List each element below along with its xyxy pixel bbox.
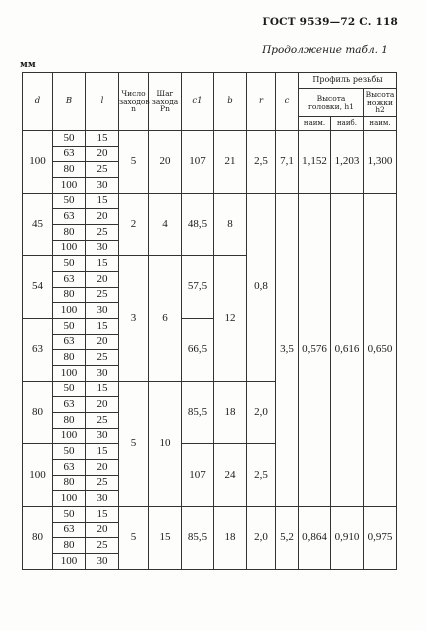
- col-lead: Шаг захода Pn: [149, 73, 182, 131]
- cell-l: 30: [86, 491, 119, 507]
- thread-parameters-table: [22, 72, 397, 570]
- cell-n: 5: [119, 131, 149, 194]
- cell-b-merged: 12: [214, 256, 247, 381]
- cell-pn-merged: 6: [149, 256, 182, 381]
- cell-B: 80: [53, 538, 86, 554]
- cell-pn: 4: [149, 193, 182, 256]
- cell-l: 20: [86, 209, 119, 225]
- cell-h1-max-merged: 0,616: [331, 193, 364, 506]
- cell-l: 15: [86, 131, 119, 147]
- cell-l: 15: [86, 319, 119, 335]
- cell-l: 25: [86, 225, 119, 241]
- col-starts: Число заходов n: [119, 73, 149, 131]
- cell-n-merged: 5: [119, 381, 149, 506]
- cell-b: 8: [214, 193, 247, 256]
- continuation-caption: Продолжение табл. 1: [262, 44, 388, 56]
- cell-c: 5,2: [276, 507, 299, 570]
- cell-h1-min: 0,864: [299, 507, 331, 570]
- cell-l: 15: [86, 193, 119, 209]
- cell-B: 63: [53, 209, 86, 225]
- cell-d: 100: [23, 131, 53, 194]
- unit-label: мм: [20, 60, 36, 70]
- col-c: c: [276, 73, 299, 131]
- cell-B: 100: [53, 178, 86, 194]
- cell-l: 30: [86, 428, 119, 444]
- cell-h1-max: 0,910: [331, 507, 364, 570]
- cell-n-merged: 3: [119, 256, 149, 381]
- cell-B: 63: [53, 146, 86, 162]
- cell-c1: 66,5: [182, 319, 214, 382]
- col-b: b: [214, 73, 247, 131]
- cell-B: 63: [53, 397, 86, 413]
- cell-l: 20: [86, 522, 119, 538]
- cell-b: 21: [214, 131, 247, 194]
- cell-d: 63: [23, 319, 53, 382]
- cell-l: 25: [86, 162, 119, 178]
- col-h1-min: наим.: [299, 117, 331, 131]
- col-d: d: [23, 73, 53, 131]
- cell-l: 30: [86, 178, 119, 194]
- cell-l: 25: [86, 538, 119, 554]
- cell-n: 5: [119, 507, 149, 570]
- cell-l: 30: [86, 366, 119, 382]
- cell-B: 80: [53, 162, 86, 178]
- cell-l: 20: [86, 397, 119, 413]
- cell-b: 18: [214, 381, 247, 444]
- cell-r: 2,5: [247, 131, 276, 194]
- cell-B: 100: [53, 303, 86, 319]
- cell-n: 2: [119, 193, 149, 256]
- cell-h2: 1,300: [364, 131, 397, 194]
- cell-pn-merged: 10: [149, 381, 182, 506]
- col-c1: c1: [182, 73, 214, 131]
- cell-B: 63: [53, 460, 86, 476]
- cell-b: 24: [214, 444, 247, 507]
- col-l: l: [86, 73, 119, 131]
- cell-B: 80: [53, 287, 86, 303]
- cell-d: 54: [23, 256, 53, 319]
- cell-B: 63: [53, 272, 86, 288]
- cell-l: 15: [86, 381, 119, 397]
- cell-h1-min: 1,152: [299, 131, 331, 194]
- cell-B: 63: [53, 334, 86, 350]
- col-h2-min: наим.: [364, 117, 397, 131]
- cell-l: 15: [86, 507, 119, 523]
- cell-r: 2,5: [247, 444, 276, 507]
- col-head-height: Высота головки, h1: [299, 89, 364, 117]
- cell-B: 50: [53, 256, 86, 272]
- cell-c1: 48,5: [182, 193, 214, 256]
- col-thread-profile: Профиль резьбы: [299, 73, 397, 89]
- cell-l: 30: [86, 303, 119, 319]
- cell-B: 50: [53, 444, 86, 460]
- cell-B: 100: [53, 491, 86, 507]
- cell-b: 18: [214, 507, 247, 570]
- cell-B: 50: [53, 193, 86, 209]
- cell-B: 50: [53, 507, 86, 523]
- cell-c1: 107: [182, 444, 214, 507]
- cell-l: 15: [86, 444, 119, 460]
- cell-B: 100: [53, 554, 86, 570]
- cell-r: 2,0: [247, 507, 276, 570]
- cell-l: 25: [86, 287, 119, 303]
- cell-B: 80: [53, 350, 86, 366]
- cell-B: 80: [53, 413, 86, 429]
- col-B: B: [53, 73, 86, 131]
- cell-d: 80: [23, 381, 53, 444]
- cell-l: 20: [86, 460, 119, 476]
- cell-B: 100: [53, 366, 86, 382]
- cell-l: 30: [86, 554, 119, 570]
- cell-h1-max: 1,203: [331, 131, 364, 194]
- cell-B: 100: [53, 240, 86, 256]
- cell-l: 25: [86, 350, 119, 366]
- cell-B: 50: [53, 381, 86, 397]
- cell-c1: 57,5: [182, 256, 214, 319]
- cell-pn: 15: [149, 507, 182, 570]
- cell-c-merged: 3,5: [276, 193, 299, 506]
- cell-d: 80: [23, 507, 53, 570]
- col-h1-max: наиб.: [331, 117, 364, 131]
- cell-h2: 0,975: [364, 507, 397, 570]
- cell-d: 45: [23, 193, 53, 256]
- page-header: ГОСТ 9539—72 С. 118: [262, 16, 398, 28]
- cell-l: 30: [86, 240, 119, 256]
- cell-B: 50: [53, 131, 86, 147]
- cell-B: 63: [53, 522, 86, 538]
- cell-h1-min-merged: 0,576: [299, 193, 331, 506]
- cell-d: 100: [23, 444, 53, 507]
- cell-c1: 85,5: [182, 507, 214, 570]
- cell-l: 25: [86, 475, 119, 491]
- col-root-height: Высота ножки h2: [364, 89, 397, 117]
- cell-c1: 107: [182, 131, 214, 194]
- cell-B: 50: [53, 319, 86, 335]
- cell-l: 20: [86, 334, 119, 350]
- cell-c1: 85,5: [182, 381, 214, 444]
- cell-B: 80: [53, 475, 86, 491]
- cell-pn: 20: [149, 131, 182, 194]
- cell-h2-merged: 0,650: [364, 193, 397, 506]
- col-r: r: [247, 73, 276, 131]
- cell-c: 7,1: [276, 131, 299, 194]
- cell-l: 20: [86, 146, 119, 162]
- cell-r: 2,0: [247, 381, 276, 444]
- cell-B: 80: [53, 225, 86, 241]
- cell-l: 15: [86, 256, 119, 272]
- cell-l: 20: [86, 272, 119, 288]
- cell-l: 25: [86, 413, 119, 429]
- cell-B: 100: [53, 428, 86, 444]
- cell-r-merged: 0,8: [247, 193, 276, 381]
